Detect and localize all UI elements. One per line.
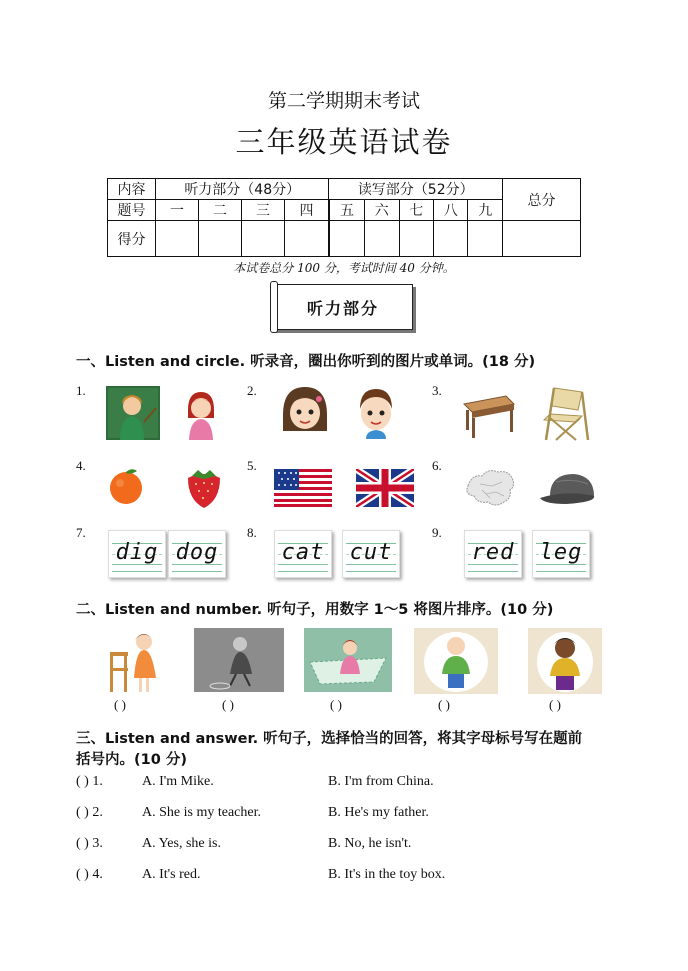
word-card-cut[interactable]: cut (342, 530, 400, 578)
score-table (107, 178, 581, 257)
orange-picture[interactable] (106, 466, 146, 506)
exam-note: 本试卷总分 100 分，考试时间 40 分钟。 (233, 261, 455, 275)
score-cell[interactable] (156, 221, 199, 257)
listening-banner-label: 听力部分 (306, 298, 379, 318)
score-cell[interactable] (241, 221, 284, 257)
question-paren[interactable]: ( ) 2. (76, 805, 103, 820)
section3-title: 三、Listen and answer. 听句子，选择恰当的回答，将其字母标号写在题前 (76, 731, 583, 747)
score-cell[interactable] (198, 221, 241, 257)
question-option-a: A. Yes, she is. (142, 836, 221, 851)
section3-title-cont: 括号内。(10 分) (76, 752, 187, 768)
score-cell[interactable] (468, 221, 503, 257)
teacher-picture[interactable] (106, 386, 160, 440)
answer-paren[interactable]: ( ) (222, 697, 234, 712)
score-table-content-label: 内容 (108, 179, 156, 200)
item-number: 6. (432, 458, 442, 473)
item-number: 4. (76, 458, 86, 473)
item-number: 1. (76, 383, 86, 398)
girl-boat-picture[interactable] (304, 628, 392, 692)
exam-subtitle: 第二学期期末考试 (267, 90, 420, 112)
score-table-score-label: 得分 (108, 221, 156, 257)
boy-dark-picture[interactable] (528, 628, 602, 694)
score-table-col: 五 (329, 200, 365, 221)
score-cell[interactable] (399, 221, 433, 257)
boy-face-picture[interactable] (354, 385, 398, 439)
exam-title: 三年级英语试卷 (235, 125, 453, 159)
china-map-picture[interactable] (462, 464, 518, 510)
chair-picture[interactable] (540, 386, 592, 442)
score-cell[interactable] (365, 221, 399, 257)
section2-title: 二、Listen and number. 听句子，用数字 1～5 将图片排序。(10 分) (76, 602, 554, 618)
score-cell-total[interactable] (503, 221, 581, 257)
score-cell[interactable] (284, 221, 329, 257)
uk-flag-picture[interactable] (356, 469, 414, 507)
answer-paren[interactable]: ( ) (438, 697, 450, 712)
question-option-a: A. I'm Mike. (142, 774, 214, 789)
score-table-total-header: 总分 (503, 179, 581, 221)
answer-paren[interactable]: ( ) (330, 697, 342, 712)
item-number: 3. (432, 383, 442, 398)
score-table-col: 八 (433, 200, 467, 221)
score-table-col: 三 (241, 200, 284, 221)
boy-green-picture[interactable] (414, 628, 498, 694)
question-paren[interactable]: ( ) 1. (76, 774, 103, 789)
question-option-a: A. It's red. (142, 867, 201, 882)
word-card-leg[interactable]: leg (532, 530, 590, 578)
question-option-a: A. She is my teacher. (142, 805, 261, 820)
desk-picture[interactable] (460, 390, 516, 440)
item-number: 2. (247, 383, 257, 398)
item-number: 9. (432, 525, 442, 540)
question-option-b: B. He's my father. (328, 805, 429, 820)
word-card-dog[interactable]: dog (168, 530, 226, 578)
word-card-dig[interactable]: dig (108, 530, 166, 578)
girl-chair-picture[interactable] (104, 628, 164, 694)
answer-paren[interactable]: ( ) (114, 697, 126, 712)
score-table-col: 六 (365, 200, 399, 221)
score-cell[interactable] (329, 221, 365, 257)
item-number: 7. (76, 525, 86, 540)
girl-face-picture[interactable] (280, 385, 330, 439)
question-option-b: B. I'm from China. (328, 774, 434, 789)
strawberry-picture[interactable] (184, 466, 224, 510)
score-table-col: 二 (198, 200, 241, 221)
word-card-cat[interactable]: cat (274, 530, 332, 578)
score-table-col: 七 (399, 200, 433, 221)
score-table-col: 九 (468, 200, 503, 221)
question-option-b: B. It's in the toy box. (328, 867, 446, 882)
score-table-col: 四 (284, 200, 329, 221)
word-card-red[interactable]: red (464, 530, 522, 578)
girl-picture[interactable] (180, 388, 222, 440)
usa-flag-picture[interactable] (274, 469, 332, 507)
listening-banner (273, 284, 413, 330)
item-number: 5. (247, 458, 257, 473)
section1-title: 一、Listen and circle. 听录音，圈出你听到的图片或单词。(18 分) (76, 354, 536, 370)
item-number: 8. (247, 525, 257, 540)
score-table-readwrite-header: 读写部分（52分） (329, 179, 503, 200)
score-table-listening-header: 听力部分（48分） (156, 179, 329, 200)
girl-gray-picture[interactable] (194, 628, 284, 692)
question-paren[interactable]: ( ) 3. (76, 836, 103, 851)
cap-picture[interactable] (536, 468, 606, 508)
question-option-b: B. No, he isn't. (328, 836, 412, 851)
answer-paren[interactable]: ( ) (549, 697, 561, 712)
question-paren[interactable]: ( ) 4. (76, 867, 103, 882)
score-table-col: 一 (156, 200, 199, 221)
score-table-number-label: 题号 (108, 200, 156, 221)
score-cell[interactable] (433, 221, 467, 257)
